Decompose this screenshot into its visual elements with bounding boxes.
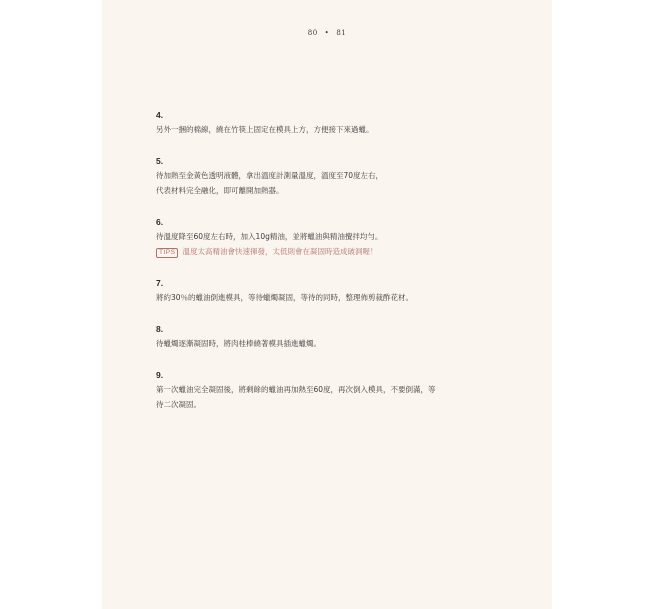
step-text-line: 待二次凝固。	[156, 400, 201, 409]
step-number: 8.	[156, 324, 164, 334]
page-number-header	[102, 29, 552, 37]
step-number: 9.	[156, 370, 164, 380]
instruction-steps	[156, 109, 496, 430]
step-8	[156, 323, 496, 351]
tips-badge: TIPS	[156, 248, 178, 258]
step-text-line: 待加熱至金黃色透明液體，拿出溫度計測量溫度，溫度至70度左右，	[156, 171, 384, 180]
step-text-line: 第一次蠟油完全凝固後，將剩餘的蠟油再加熱至60度，再次倒入模具，不要倒滿，等	[156, 385, 436, 394]
step-9	[156, 369, 496, 412]
step-number: 5.	[156, 156, 164, 166]
left-page-number: 80	[307, 29, 318, 37]
page-number-separator: •	[324, 29, 330, 37]
step-text-line: 將約30％的蠟油倒進模具，等待蠟燭凝固，等待的同時，整理佈剪裁酢花材。	[156, 293, 414, 302]
step-text-line: 待蠟燭逐漸凝固時，將肉桂棒繞著模具插進蠟燭。	[156, 339, 321, 348]
step-text-line: 另外一捆的棉線，繞在竹筷上固定在模具上方，方便接下來過蠟。	[156, 125, 374, 134]
step-4	[156, 109, 496, 137]
step-text-line: 待溫度降至60度左右時，加入10g精油，並將蠟油與精油攪拌均勻。	[156, 232, 383, 241]
step-7	[156, 277, 496, 305]
step-6	[156, 216, 496, 259]
step-number: 7.	[156, 278, 164, 288]
right-page-number: 81	[336, 29, 347, 37]
book-page-spread	[102, 0, 552, 609]
step-5	[156, 155, 496, 198]
step-number: 6.	[156, 217, 164, 227]
step-text-line: 代表材料完全融化，即可離開加熱器。	[156, 186, 284, 195]
tips-note	[156, 244, 496, 259]
tips-text: 溫度太高精油會快速揮發，太低則會在凝固時造成破洞喔！	[182, 247, 378, 256]
step-number: 4.	[156, 110, 164, 120]
